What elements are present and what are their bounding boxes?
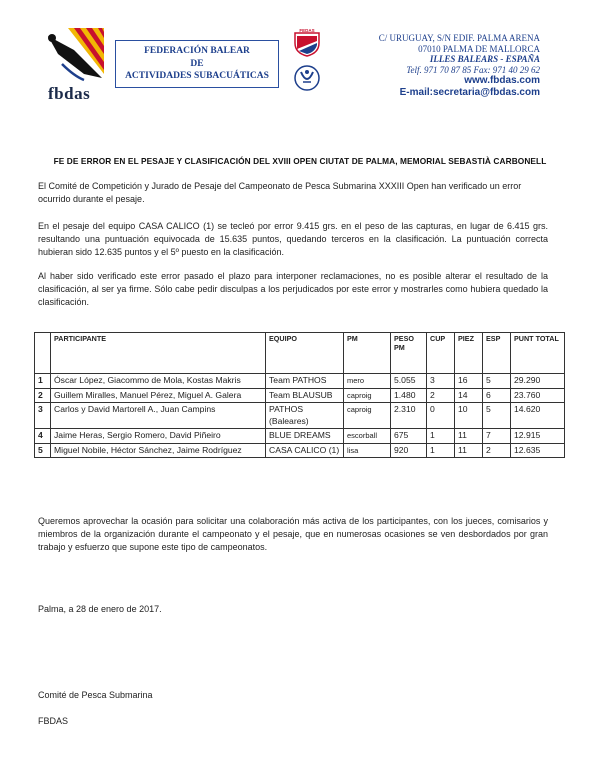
cell-equipo: CASA CALICO (1) [266, 443, 344, 458]
cell-cup: 0 [427, 403, 455, 429]
phone-fax-line: Telf. 971 70 87 85 Fax: 971 40 29 62 [406, 64, 540, 75]
date-line: Palma, a 28 de enero de 2017. [38, 604, 162, 614]
header-cup: CUP [427, 333, 455, 374]
cell-peso: 920 [391, 443, 427, 458]
cell-equipo: Team PATHOS [266, 374, 344, 389]
cell-pm: escorball [344, 429, 391, 444]
cell-punt: 12.635 [511, 443, 565, 458]
cell-cup: 1 [427, 429, 455, 444]
cell-peso: 2.310 [391, 403, 427, 429]
cell-piez: 11 [455, 443, 483, 458]
cell-piez: 11 [455, 429, 483, 444]
table-row [35, 388, 565, 403]
cell-cup: 3 [427, 374, 455, 389]
cell-peso: 5.055 [391, 374, 427, 389]
table-row [35, 374, 565, 389]
paragraph-3: Al haber sido verificado este error pasado el plazo para interponer reclamaciones, no es posible alterar el resultado de la clasificación, al ser ya firme. Sólo cabe pedir disculpas a los perjudicados por este error y mostrarles como hubiera quedado la clasificación. [38, 271, 548, 307]
header-esp: ESP [483, 333, 511, 374]
org-name-line3: ACTIVIDADES SUBACUÁTICAS [125, 71, 269, 82]
cell-punt: 14.620 [511, 403, 565, 429]
header-num [35, 333, 51, 374]
cell-participante: Carlos y David Martorell A., Juan Campins [51, 403, 266, 429]
cell-piez: 16 [455, 374, 483, 389]
cell-peso: 675 [391, 429, 427, 444]
header-pm: PM [344, 333, 391, 374]
paragraph-2: En el pesaje del equipo CASA CALICO (1) se tecleó por error 9.415 grs. en el peso de las capturas, en lugar de 6.415 grs. resultando una puntuación equivocada de 15.635 puntos, quedando terceros en la clasificación. La puntuación correcta hubieran sido 12.635 puntos y el 5º puesto en la clasificación. [38, 221, 548, 257]
cell-pos: 5 [35, 443, 51, 458]
fedas-label: FEDAS [299, 28, 315, 33]
header-punt-total: PUNT TOTAL [511, 333, 565, 374]
cell-participante: Guillem Miralles, Manuel Pérez, Miguel A. Galera [51, 388, 266, 403]
organization-name-box [115, 40, 279, 88]
contact-block [340, 33, 540, 99]
cell-pm: caproig [344, 403, 391, 429]
cell-pos: 4 [35, 429, 51, 444]
cell-equipo: BLUE DREAMS [266, 429, 344, 444]
cell-equipo: PATHOS (Baleares) [266, 403, 344, 429]
cell-esp: 6 [483, 388, 511, 403]
header-piez: PIEZ [455, 333, 483, 374]
cell-piez: 10 [455, 403, 483, 429]
results-table [34, 332, 565, 458]
fedas-emblem [293, 27, 321, 57]
cell-participante: Óscar López, Giacommo de Mola, Kostas Makris [51, 374, 266, 389]
org-name-line1: FEDERACIÓN BALEAR [144, 46, 250, 57]
cell-pos: 2 [35, 388, 51, 403]
document-title: FE DE ERROR EN EL PESAJE Y CLASIFICACIÓN DEL XVIII OPEN CIUTAT DE PALMA, MEMORIAL SEBASTIÀ CARBONELL [53, 156, 547, 166]
cell-pos: 3 [35, 403, 51, 429]
cell-piez: 14 [455, 388, 483, 403]
cell-esp: 5 [483, 374, 511, 389]
cell-participante: Jaime Heras, Sergio Romero, David Piñeiro [51, 429, 266, 444]
paragraph-4: Queremos aprovechar la ocasión para solicitar una colaboración más activa de los participantes, con los jueces, comisarios y miembros de la organización durante el campeonato y el pesaje, que en numerosas ocasiones se ven desbordados por gran trabajo y esfuerzo que supone este tipo de campeonatos. [38, 516, 548, 552]
header-participante: PARTICIPANTE [51, 333, 266, 374]
cell-pm: lisa [344, 443, 391, 458]
table-row [35, 443, 565, 458]
cell-participante: Miguel Nobile, Héctor Sánchez, Jaime Rodríguez [51, 443, 266, 458]
paragraph-1: El Comité de Competición y Jurado de Pesaje del Campeonato de Pesca Submarina XXXIII Open han verificado un error ocurrido durante el pesaje. [38, 181, 522, 204]
address-line2: 07010 PALMA DE MALLORCA [418, 43, 540, 54]
table-header-row [35, 333, 565, 374]
cell-esp: 7 [483, 429, 511, 444]
header-peso-pm: PESO PM [391, 333, 427, 374]
cell-esp: 2 [483, 443, 511, 458]
cell-pm: mero [344, 374, 391, 389]
table-row [35, 403, 565, 429]
signature-committee: Comité de Pesca Submarina [38, 690, 153, 700]
address-line1: C/ URUGUAY, S/N EDIF. PALMA ARENA [378, 33, 540, 43]
header-equipo: EQUIPO [266, 333, 344, 374]
cell-punt: 29.290 [511, 374, 565, 389]
website-link[interactable]: www.fbdas.com [464, 75, 540, 86]
cell-pos: 1 [35, 374, 51, 389]
cell-punt: 23.760 [511, 388, 565, 403]
cell-cup: 1 [427, 443, 455, 458]
cell-punt: 12.915 [511, 429, 565, 444]
logo-text: fbdas [48, 84, 91, 103]
email-link[interactable]: E-mail:secretaria@fbdas.com [399, 87, 540, 98]
cell-equipo: Team BLAUSUB [266, 388, 344, 403]
cell-pm: caproig [344, 388, 391, 403]
signature-org: FBDAS [38, 716, 69, 726]
cmas-emblem [293, 64, 321, 92]
cell-cup: 2 [427, 388, 455, 403]
table-row [35, 429, 565, 444]
cell-esp: 5 [483, 403, 511, 429]
cell-peso: 1.480 [391, 388, 427, 403]
address-line3: ILLES BALEARS - ESPAÑA [429, 54, 540, 64]
org-name-line2: DE [190, 58, 204, 69]
